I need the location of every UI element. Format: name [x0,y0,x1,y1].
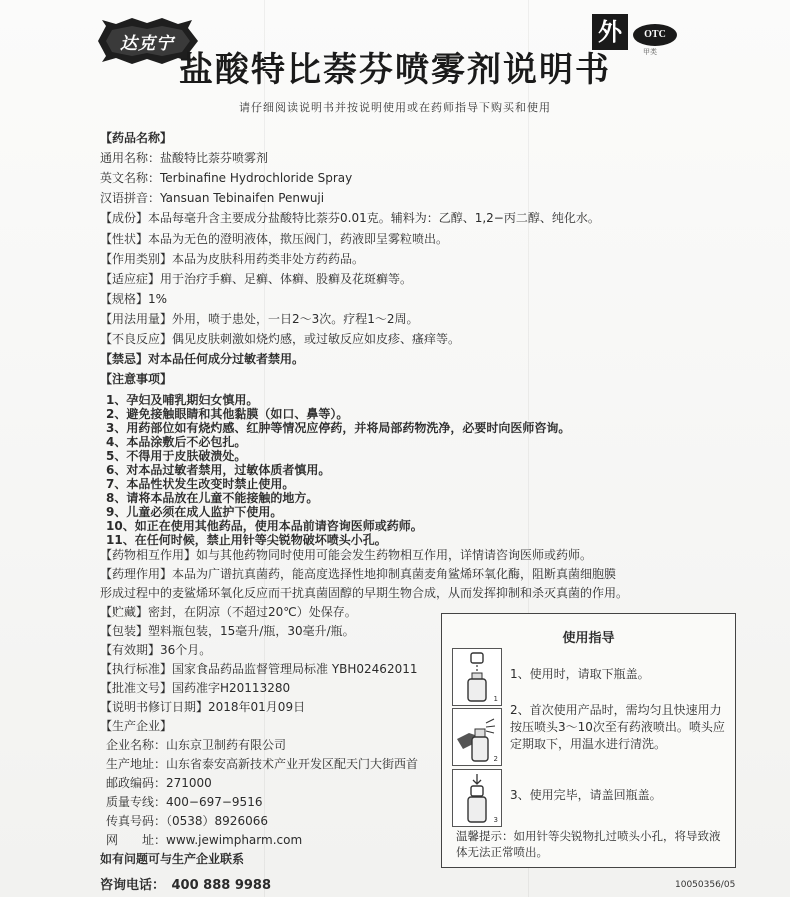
precaution-item: 1、孕妇及哺乳期妇女慎用。 [106,393,259,407]
usage-guide-box [441,613,736,868]
usage-title: 使用指导 [562,631,615,646]
step-2-text: 2、首次使用产品时，需均匀且快速用力按压喷头3～10次至有药液喷出。喷头应定期取下，用温水进行清洗。 [510,703,725,751]
step-number: 1 [493,695,498,703]
external-use-mark: 外 [592,14,628,50]
generic-name: 通用名称：盐酸特比萘芬喷雾剂 [100,151,269,165]
precaution-item: 4、本品涂敷后不必包扎。 [106,435,247,449]
usage-tip: 温馨提示：如用针等尖锐物扎过喷头小孔，将导致液体无法正常喷出。 [456,829,721,859]
precaution-item: 5、不得用于皮肤破溃处。 [106,449,247,463]
precaution-item: 6、对本品过敏者禁用，过敏体质者慎用。 [106,463,331,477]
step-number: 3 [493,816,498,824]
ingredients: 【成份】本品每毫升含主要成分盐酸特比萘芬0.01克。辅料为：乙醇、1,2−丙二醇、纯化水。 [100,211,600,225]
english-name: 英文名称：Terbinafine Hydrochloride Spray [100,171,353,185]
postcode: 邮政编码：271000 [106,776,212,790]
precaution-item: 3、用药部位如有烧灼感、红肿等情况应停药，并将局部药物洗净，必要时向医师咨询。 [106,421,571,435]
precaution-item: 7、本品性状发生改变时禁止使用。 [106,477,295,491]
page-subtitle: 请仔细阅读说明书并按说明使用或在药师指导下购买和使用 [239,101,551,114]
step-number: 2 [493,755,498,763]
precautions-heading: 【注意事项】 [100,372,173,386]
precaution-item: 10、如正在使用其他药品，使用本品前请咨询医师或药师。 [106,519,423,533]
approval-number: 【批准文号】国药准字H20113280 [100,681,291,695]
spec: 【规格】1% [100,292,168,306]
document-code: 10050356/05 [675,880,736,890]
hotline: 质量专线：400−697−9516 [106,795,263,809]
pharmacology-line-1: 【药理作用】本品为广谱抗真菌药，能高度选择性地抑制真菌麦角鲨烯环氧化酶，阻断真菌细胞膜 [100,567,617,581]
pharmacology-line-2: 形成过程中的麦鲨烯环氧化反应而干扰真菌固醇的早期生物合成，从而发挥抑制和杀灭真菌的作用。 [100,586,629,600]
step-1-text: 1、使用时，请取下瓶盖。 [510,667,650,681]
precaution-item: 9、儿童必须在成人监护下使用。 [106,505,283,519]
adverse-reactions: 【不良反应】偶见皮肤刺激如烧灼感，或过敏反应如皮疹、瘙痒等。 [100,332,461,346]
drug-name-heading: 【药品名称】 [100,131,173,145]
otc-mark: OTC [633,24,677,46]
address: 生产地址：山东省泰安高新技术产业开发区配天门大街西首 [106,757,419,771]
contraindications: 【禁忌】对本品任何成分过敏者禁用。 [100,352,305,366]
website: 网 址：www.jewimpharm.com [106,833,303,847]
otc-class: 甲类 [643,48,657,56]
precaution-item: 11、在任何时候，禁止用针等尖锐物破坏喷头小孔。 [106,533,387,547]
precaution-item: 8、请将本品放在儿童不能接触的地方。 [106,491,319,505]
revision-date: 【说明书修订日期】2018年01月09日 [100,700,306,714]
indications: 【适应症】用于治疗手癣、足癣、体癣、股癣及花斑癣等。 [100,272,413,286]
precaution-item: 2、避免接触眼睛和其他黏膜（如口、鼻等）。 [106,407,349,421]
step-3-text: 3、使用完毕，请盖回瓶盖。 [510,788,662,802]
pinyin-name: 汉语拼音：Yansuan Tebinaifen Penwuji [100,191,325,205]
company-name: 企业名称：山东京卫制药有限公司 [106,738,287,752]
category: 【作用类别】本品为皮肤科用药类非处方药药品。 [100,252,365,266]
interactions: 【药物相互作用】如与其他药物同时使用可能会发生药物相互作用，详情请咨询医师或药师。 [100,548,593,562]
contact-note: 如有问题可与生产企业联系 [100,852,245,866]
brand-name: 达克宁 [120,34,174,54]
fax: 传真号码：（0538）8926066 [106,814,268,828]
standard: 【执行标准】国家食品药品监督管理局标准 YBH02462011 [100,662,418,676]
validity: 【有效期】36个月。 [100,643,212,657]
character: 【性状】本品为无色的澄明液体，揿压阀门，药液即呈雾粒喷出。 [100,232,449,246]
storage: 【贮藏】密封，在阴凉（不超过20℃）处保存。 [100,605,357,619]
dosage: 【用法用量】外用，喷于患处，一日2～3次。疗程1～2周。 [100,312,419,326]
step-3-illustration [452,769,502,827]
consult-phone: 咨询电话： 400 888 9988 [100,878,272,893]
step-2-illustration [452,708,502,766]
step-1-illustration [452,648,502,706]
manufacturer-heading: 【生产企业】 [100,719,173,733]
package: 【包装】塑料瓶包装，15毫升/瓶，30毫升/瓶。 [100,624,355,638]
page-title: 盐酸特比萘芬喷雾剂说明书 [179,50,611,90]
